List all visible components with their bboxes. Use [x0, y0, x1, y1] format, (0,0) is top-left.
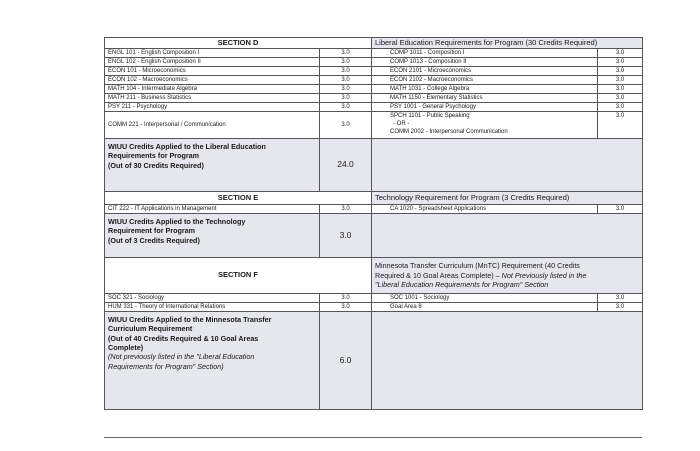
option-speech: SPCH 1101 - Public Speaking	[390, 113, 470, 120]
summary-line: WIUU Credits Applied to the Minnesota Transfer	[108, 315, 272, 324]
course-credits: 3.0	[320, 58, 372, 67]
section-e-summary-row	[105, 214, 643, 258]
table-row	[105, 49, 643, 58]
equivalent-credits: 3.0	[598, 294, 643, 303]
table-row	[105, 205, 643, 214]
section-d-header-row	[105, 38, 643, 49]
table-row	[105, 67, 643, 76]
equivalent-course: SOC 1001 - Sociology	[372, 294, 598, 303]
course-credits: 3.0	[320, 49, 372, 58]
page-footer	[104, 437, 642, 451]
section-d-title: SECTION D	[105, 38, 372, 49]
course-name: ECON 102 - Macroeconomics	[105, 76, 320, 85]
course-credits: 3.0	[320, 103, 372, 112]
transfer-credit-table	[104, 37, 643, 410]
equivalent-course: COMP 1013 - Composition II	[372, 58, 598, 67]
header-italic-text: Not Previously listed in the	[501, 270, 587, 280]
section-f-summary-label	[105, 312, 320, 410]
option-communication: COMM 2002 - Interpersonal Communication	[390, 128, 508, 135]
equivalent-course: MATH 1031 - College Algebra	[372, 85, 598, 94]
course-name: ENGL 101 - English Composition I	[105, 49, 320, 58]
header-line: Minnesota Transfer Curriculum (MnTC) Requirement (40 Credits	[375, 260, 580, 270]
course-name: CIT 222 - IT Applications in Management	[105, 205, 320, 214]
summary-line: Requirements for Program" Section)	[108, 361, 224, 371]
equivalent-course: COMP 1011 - Composition I	[372, 49, 598, 58]
section-d-right-header: Liberal Education Requirements for Program (30 Credits Required)	[372, 38, 643, 49]
course-credits: 3.0	[320, 303, 372, 312]
table-row	[105, 76, 643, 85]
summary-line: (Out of 40 Credits Required & 10 Goal Areas	[108, 333, 259, 343]
course-name: COMM 221 - Interpersonal / Communication	[105, 112, 320, 139]
blank-cell	[372, 312, 643, 410]
equivalent-credits: 3.0	[598, 76, 643, 85]
table-row	[105, 112, 643, 139]
section-e-summary-value: 3.0	[320, 214, 372, 258]
course-credits: 3.0	[320, 85, 372, 94]
blank-cell	[372, 139, 643, 192]
course-name: SOC 321 - Sociology	[105, 294, 320, 303]
course-name: ENGL 102 - English Composition II	[105, 58, 320, 67]
equivalent-course: ECON 2101 - Microeconomics	[372, 67, 598, 76]
equivalent-course: CA 1020 - Spreadsheet Applications	[372, 205, 598, 214]
section-f-header-row	[105, 258, 643, 294]
course-credits: 3.0	[320, 205, 372, 214]
course-credits: 3.0	[320, 294, 372, 303]
equivalent-credits: 3.0	[598, 85, 643, 94]
equivalent-credits: 3.0	[598, 205, 643, 214]
course-name: PSY 211 - Psychology	[105, 103, 320, 112]
course-credits: 3.0	[320, 94, 372, 103]
equivalent-course: ECON 2102 - Macroeconomics	[372, 76, 598, 85]
table-row	[105, 85, 643, 94]
course-name: ECON 101 - Microeconomics	[105, 67, 320, 76]
section-d-summary-row	[105, 139, 643, 192]
equivalent-credits: 3.0	[598, 58, 643, 67]
summary-line: Requirements for Program	[108, 151, 200, 161]
summary-line: Requirement for Program	[108, 226, 196, 236]
header-line	[375, 271, 639, 281]
equivalent-course: PSY 1001 - General Psychology	[372, 103, 598, 112]
course-credits: 3.0	[320, 112, 372, 139]
equivalent-credits: 3.0	[598, 303, 643, 312]
equivalent-course: Goal Area 8	[372, 303, 598, 312]
summary-line: (Out of 3 Credits Required)	[108, 235, 200, 245]
table-row	[105, 94, 643, 103]
blank-cell	[372, 214, 643, 258]
course-name: MATH 211 - Business Statistics	[105, 94, 320, 103]
summary-line: Curriculum Requirement	[108, 324, 193, 334]
summary-line: WIUU Credits Applied to the Liberal Education	[108, 142, 266, 151]
section-e-header-row	[105, 192, 643, 205]
section-f-summary-row	[105, 312, 643, 410]
table-row	[105, 103, 643, 112]
course-name: MATH 104 - Intermediate Algebra	[105, 85, 320, 94]
section-e-title: SECTION E	[105, 192, 372, 205]
course-credits: 3.0	[320, 67, 372, 76]
section-e-summary-label	[105, 214, 320, 258]
section-f-right-header	[372, 258, 643, 294]
section-f-title: SECTION F	[105, 258, 372, 294]
section-d-summary-value: 24.0	[320, 139, 372, 192]
table-row	[105, 294, 643, 303]
section-d-summary-label	[105, 139, 320, 192]
equivalent-credits: 3.0	[598, 67, 643, 76]
table-row	[105, 303, 643, 312]
summary-line: (Not previously listed in the "Liberal Education	[108, 352, 255, 362]
section-e-right-header: Technology Requirement for Program (3 Credits Required)	[372, 192, 643, 205]
header-text: Required & 10 Goal Areas Complete) –	[375, 270, 502, 280]
equivalent-credits: 3.0	[598, 94, 643, 103]
table-row	[105, 58, 643, 67]
summary-line: Complete)	[108, 343, 144, 353]
equivalent-course: MATH 1150 - Elementary Statistics	[372, 94, 598, 103]
equivalent-course-options	[372, 112, 598, 139]
equivalent-credits: 3.0	[598, 103, 643, 112]
equivalent-credits: 3.0	[598, 112, 643, 139]
course-name: HUM 331 - Theory of International Relations	[105, 303, 320, 312]
header-line: "Liberal Education Requirements for Program" Section	[375, 280, 549, 290]
equivalent-credits: 3.0	[598, 49, 643, 58]
summary-line: (Out of 30 Credits Required)	[108, 160, 204, 170]
course-credits: 3.0	[320, 76, 372, 85]
section-f-summary-value: 6.0	[320, 312, 372, 410]
or-separator: - OR -	[393, 121, 410, 128]
summary-line: WIUU Credits Applied to the Technology	[108, 217, 246, 226]
